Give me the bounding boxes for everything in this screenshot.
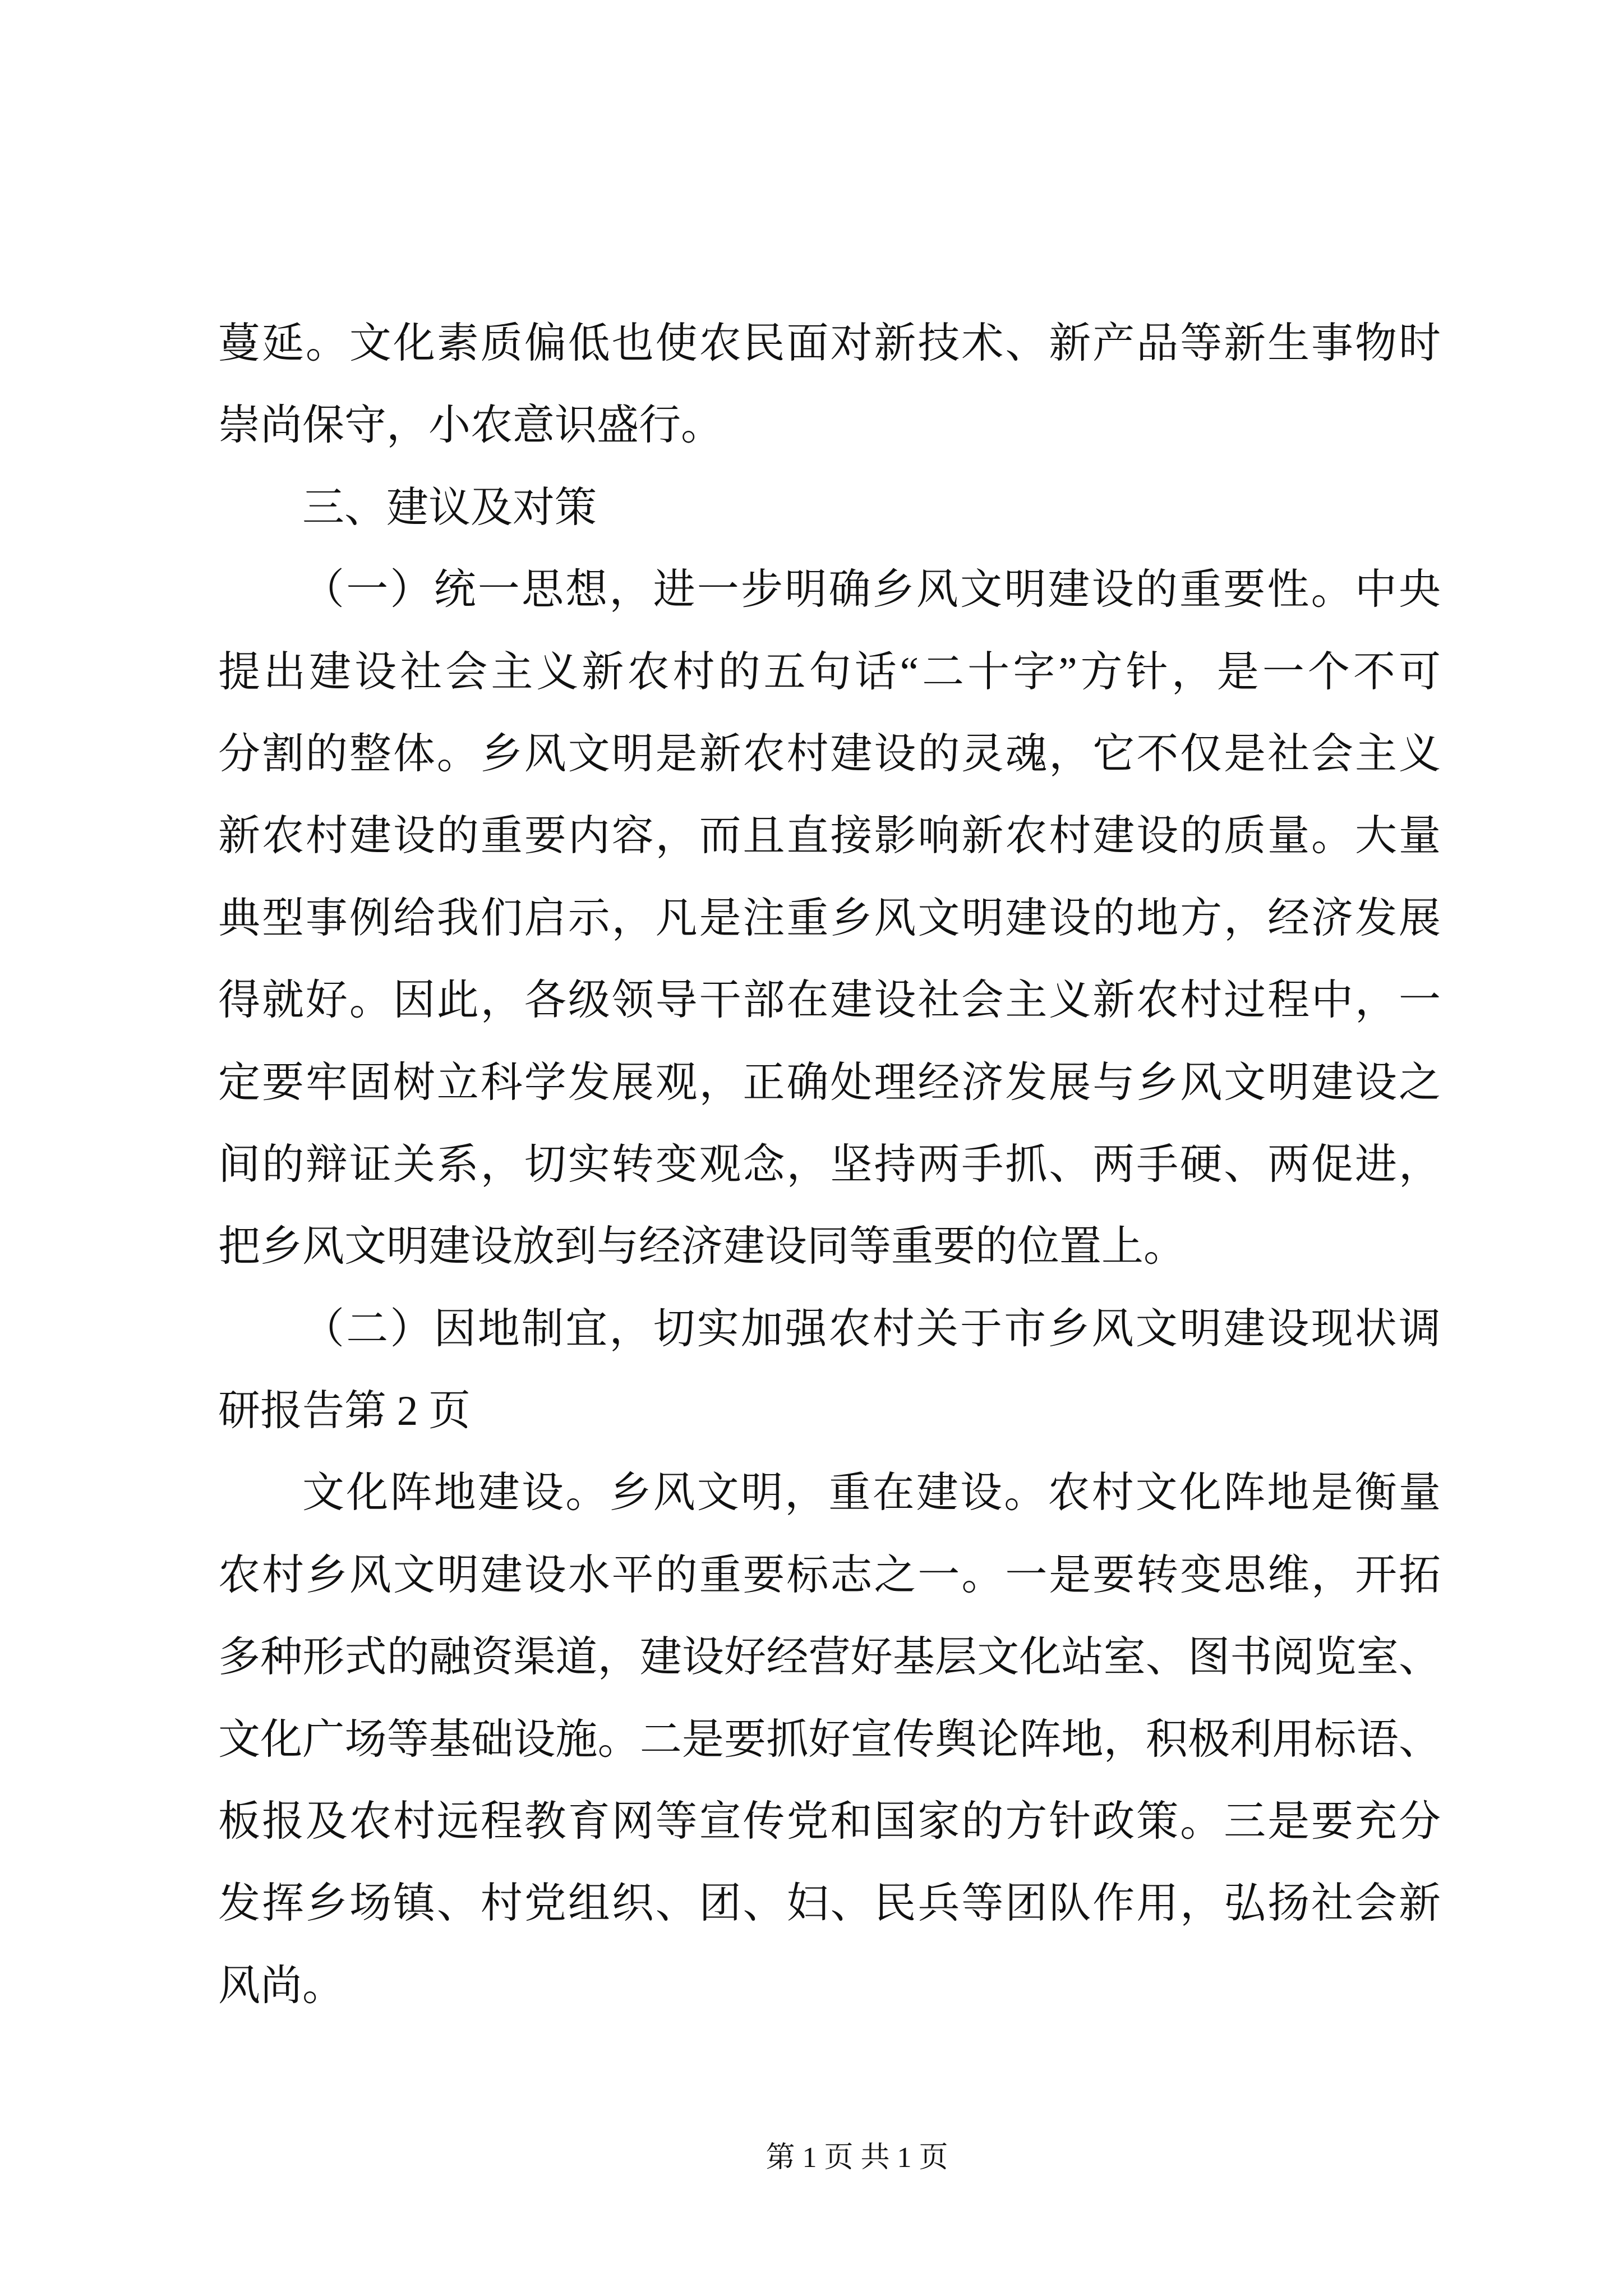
text-line: 文化阵地建设。乡风文明，重在建设。农村文化阵地是衡量 [302, 1470, 1441, 1517]
paragraph-cultural-base [218, 1452, 1441, 2027]
text-line: 风尚。 [218, 1962, 345, 2009]
paragraph-unify-thinking [218, 549, 1441, 1289]
text-line: 典型事例给我们启示，凡是注重乡风文明建设的地方，经济发展 [218, 895, 1441, 942]
text-line: 定要牢固树立科学发展观，正确处理经济发展与乡风文明建设之 [218, 1059, 1441, 1106]
text-line: （二）因地制宜，切实加强农村关于市乡风文明建设现状调 [302, 1305, 1441, 1352]
text-line: 得就好。因此，各级领导干部在建设社会主义新农村过程中，一 [218, 977, 1441, 1024]
heading-line: 三、建议及对策 [302, 484, 597, 531]
text-line: 崇尚保守，小农意识盛行。 [218, 402, 723, 449]
text-line: 分割的整体。乡风文明是新农村建设的灵魂，它不仅是社会主义 [218, 730, 1441, 777]
body-text [218, 303, 1441, 2027]
section-heading [218, 467, 1441, 549]
text-line: （一）统一思想，进一步明确乡风文明建设的重要性。中央 [302, 567, 1441, 614]
text-line: 发挥乡场镇、村党组织、团、妇、民兵等团队作用，弘扬社会新 [218, 1880, 1441, 1927]
text-line: 板报及农村远程教育网等宣传党和国家的方针政策。三是要充分 [218, 1798, 1441, 1846]
page-indicator: 第 1 页 共 1 页 [766, 2142, 948, 2174]
text-line: 多种形式的融资渠道，建设好经营好基层文化站室、图书阅览室、 [218, 1634, 1441, 1681]
text-line: 间的辩证关系，切实转变观念，坚持两手抓、两手硬、两促进， [218, 1141, 1441, 1188]
text-line: 蔓延。文化素质偏低也使农民面对新技术、新产品等新生事物时 [218, 320, 1441, 367]
text-line: 研报告第 2 页 [218, 1388, 471, 1435]
text-line: 农村乡风文明建设水平的重要标志之一。一是要转变思维，开拓 [218, 1552, 1441, 1599]
text-line: 新农村建设的重要内容，而且直接影响新农村建设的质量。大量 [218, 813, 1441, 860]
text-line: 文化广场等基础设施。二是要抓好宣传舆论阵地，积极利用标语、 [218, 1716, 1441, 1763]
paragraph-continuation [218, 303, 1441, 467]
text-line: 提出建设社会主义新农村的五句话“二十字”方针，是一个不可 [218, 648, 1441, 696]
text-line: 把乡风文明建设放到与经济建设同等重要的位置上。 [218, 1223, 1186, 1271]
page-footer [661, 2140, 1053, 2176]
paragraph-local-conditions [218, 1289, 1441, 1453]
